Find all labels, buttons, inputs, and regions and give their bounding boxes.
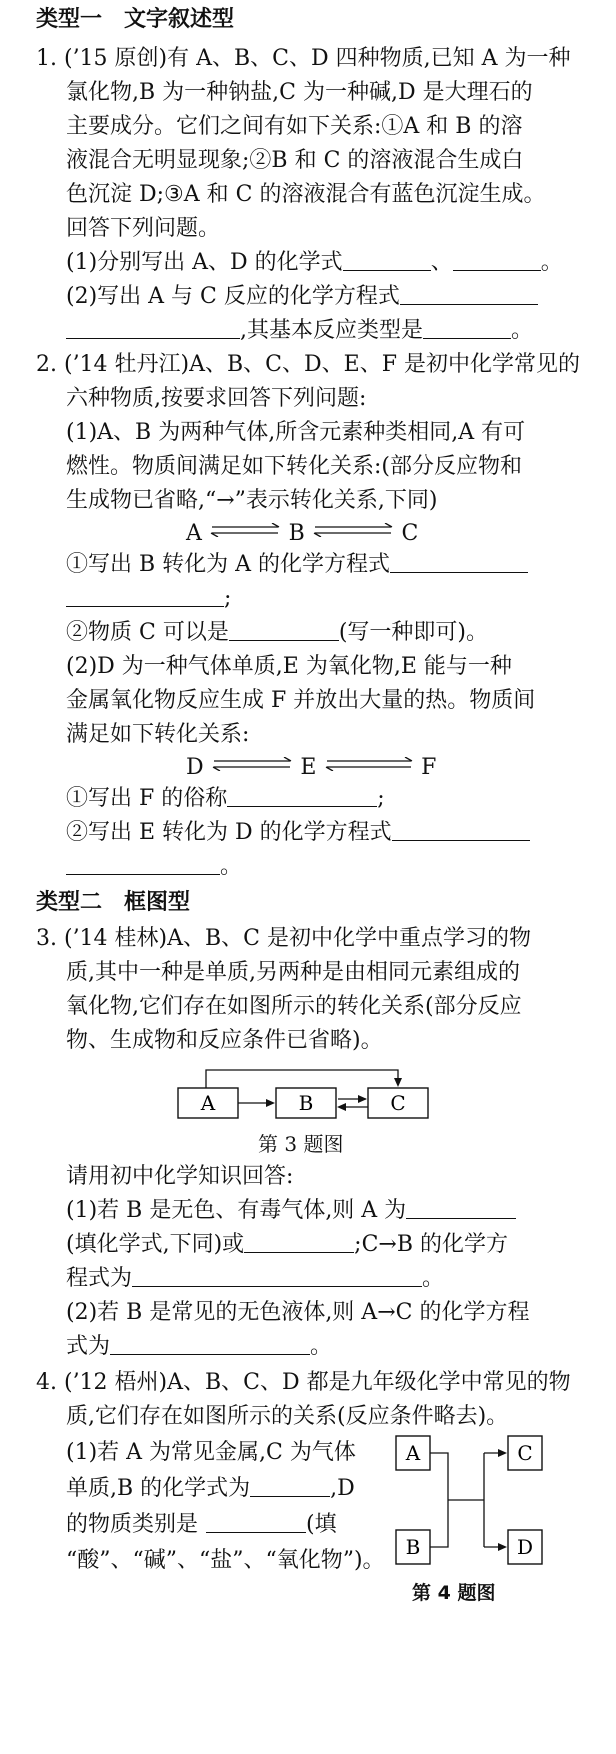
answer-blank[interactable] [66,316,240,339]
q4-diagram [392,1432,552,1572]
q1-line1: 1. (’15 原创)有 A、B、C、D 四种物质,已知 A 为一种 [36,46,571,71]
chain-diagram-def [186,752,436,783]
q2-sub4-cont [66,852,242,882]
q2-line3: (1)A、B 为两种气体,所含元素种类相同,A 有可 [66,420,526,445]
q2-line8: 满足如下转化关系: [66,722,250,747]
q1-part2 [66,282,538,312]
q4-part1-text3: 的物质类别是 [66,1512,199,1537]
q4-part1-text4: (填 [306,1512,337,1537]
q2-sub4-text: ②写出 E 转化为 D 的化学方程式 [66,820,392,845]
q3-line5: 请用初中化学知识回答: [66,1164,294,1189]
q1-part1-sep: 、 [430,250,453,275]
q3-line2: 质,其中一种是单质,另两种是由相同元素组成的 [66,960,520,985]
q1-line2: 氯化物,B 为一种钠盐,C 为一种碱,D 是大理石的 [66,80,533,105]
q2-line2: 六种物质,按要求回答下列问题: [66,386,367,411]
q3-part2-end: 。 [310,1334,333,1359]
answer-blank[interactable] [343,248,431,271]
q3-part2-cont [66,1332,332,1362]
chain-diagram-abc [186,518,418,549]
q4-label-d: D [516,1535,534,1559]
q3-part1-text2: (填化学式,下同)或 [66,1232,245,1257]
q3-line3: 氧化物,它们存在如图所示的转化关系(部分反应 [66,994,522,1019]
q3-line4: 物、生成物和反应条件已省略)。 [66,1028,383,1053]
answer-blank[interactable] [400,282,538,305]
q2-sub1 [66,550,528,580]
q2-line5: 生成物已省略,“→”表示转化关系,下同) [66,488,438,513]
double-arrow-icon [323,757,415,771]
chain-node-a: A [186,521,202,546]
chain-node-d: D [186,755,204,780]
q4-part1-l3 [66,1510,337,1540]
answer-blank[interactable] [206,1510,306,1533]
q4-part1-l1: (1)若 A 为常见金属,C 为气体 [66,1440,356,1465]
q4-label-c: C [517,1441,533,1465]
answer-blank[interactable] [66,584,224,607]
q2-sub2-end: (写一种即可)。 [338,620,488,645]
q2-sub4-end: 。 [220,854,243,879]
q4-figure-caption: 第 4 题图 [412,1582,496,1604]
q4-part1-text: 单质,B 的化学式为 [66,1476,251,1501]
q3-part1-cont [66,1230,508,1260]
chain-node-b: B [288,521,305,546]
q4-connector-left [430,1453,448,1547]
q4-label-b: B [405,1535,421,1559]
q3-label-c: C [390,1091,406,1115]
q3-line1: 3. (’14 桂林)A、B、C 是初中化学中重点学习的物 [36,926,532,951]
q2-sub3-end: ; [377,786,385,811]
answer-blank[interactable] [132,1264,422,1287]
q2-line4: 燃性。物质间满足如下转化关系:(部分反应物和 [66,454,522,479]
q4-line1: 4. (’12 梧州)A、B、C、D 都是九年级化学中常见的物 [36,1370,571,1395]
q2-sub1-text: ①写出 B 转化为 A 的化学方程式 [66,552,391,577]
q1-line3: 主要成分。它们之间有如下关系:①A 和 B 的溶 [66,114,523,139]
q2-line1: 2. (’14 牡丹江)A、B、C、D、E、F 是初中化学常见的 [36,352,580,377]
chain-node-f: F [421,755,437,780]
q4-part1-text2: ,D [330,1476,355,1501]
answer-blank[interactable] [453,248,541,271]
q2-sub1-end: ; [224,586,232,611]
q1-part2-text2: ,其基本反应类型是 [240,318,423,343]
q1-line4: 液混合无明显现象;②B 和 C 的溶液混合生成白 [66,148,524,173]
q3-part1-text4: 程式为 [66,1266,133,1291]
q2-sub4 [66,818,530,848]
q1-part2-cont [66,316,533,346]
answer-blank[interactable] [250,1474,330,1497]
double-arrow-icon [311,523,395,537]
q4-label-a: A [405,1441,421,1465]
q1-part2-text: (2)写出 A 与 C 反应的化学方程式 [66,284,400,309]
q2-line7: 金属氧化物反应生成 F 并放出大量的热。物质间 [66,688,536,713]
answer-blank[interactable] [244,1230,354,1253]
double-arrow-icon [210,757,294,771]
answer-blank[interactable] [423,316,511,339]
q4-line2: 质,它们存在如图所示的关系(反应条件略去)。 [66,1404,509,1429]
q2-line6: (2)D 为一种气体单质,E 为氧化物,E 能与一种 [66,654,512,679]
answer-blank[interactable] [110,1332,310,1355]
q2-sub2-text: ②物质 C 可以是 [66,620,229,645]
q1-part1-end: 。 [540,250,563,275]
arrow-a-to-c [206,1070,398,1088]
q3-part1-text3: ;C→B 的化学方 [354,1232,509,1257]
q1-part2-end: 。 [511,318,534,343]
answer-blank[interactable] [66,852,220,875]
q2-sub2 [66,618,488,648]
q4-part1-l4: “酸”、“碱”、“盐”、“氧化物”)。 [66,1548,385,1573]
answer-blank[interactable] [390,550,528,573]
section-heading-type1: 类型一 文字叙述型 [36,7,235,32]
q2-sub1-cont [66,584,231,614]
chain-node-c: C [401,521,419,546]
q2-sub3 [66,784,385,814]
section-heading-type2: 类型二 框图型 [36,890,191,915]
q3-part1-text: (1)若 B 是无色、有毒气体,则 A 为 [66,1198,407,1223]
q3-part2-text: 式为 [66,1334,111,1359]
answer-blank[interactable] [227,784,377,807]
answer-blank[interactable] [229,618,339,641]
q3-part2: (2)若 B 是常见的无色液体,则 A→C 的化学方程 [66,1300,530,1325]
q3-part1-end: 。 [422,1266,445,1291]
q1-part1 [66,248,563,278]
q1-line6: 回答下列问题。 [66,216,221,241]
q3-label-a: A [200,1091,216,1115]
q3-label-b: B [298,1091,314,1115]
q3-diagram [176,1060,436,1124]
chain-node-e: E [300,755,317,780]
q3-figure-caption: 第 3 题图 [258,1132,344,1156]
answer-blank[interactable] [406,1196,516,1219]
q3-part1 [66,1196,516,1226]
q1-line5: 色沉淀 D;③A 和 C 的溶液混合有蓝色沉淀生成。 [66,182,546,207]
q3-part1-cont2 [66,1264,444,1294]
q2-sub3-text: ①写出 F 的俗称 [66,786,228,811]
q1-part1-text: (1)分别写出 A、D 的化学式 [66,250,343,275]
answer-blank[interactable] [392,818,530,841]
q4-part1-l2 [66,1474,355,1504]
double-arrow-icon [208,523,282,537]
